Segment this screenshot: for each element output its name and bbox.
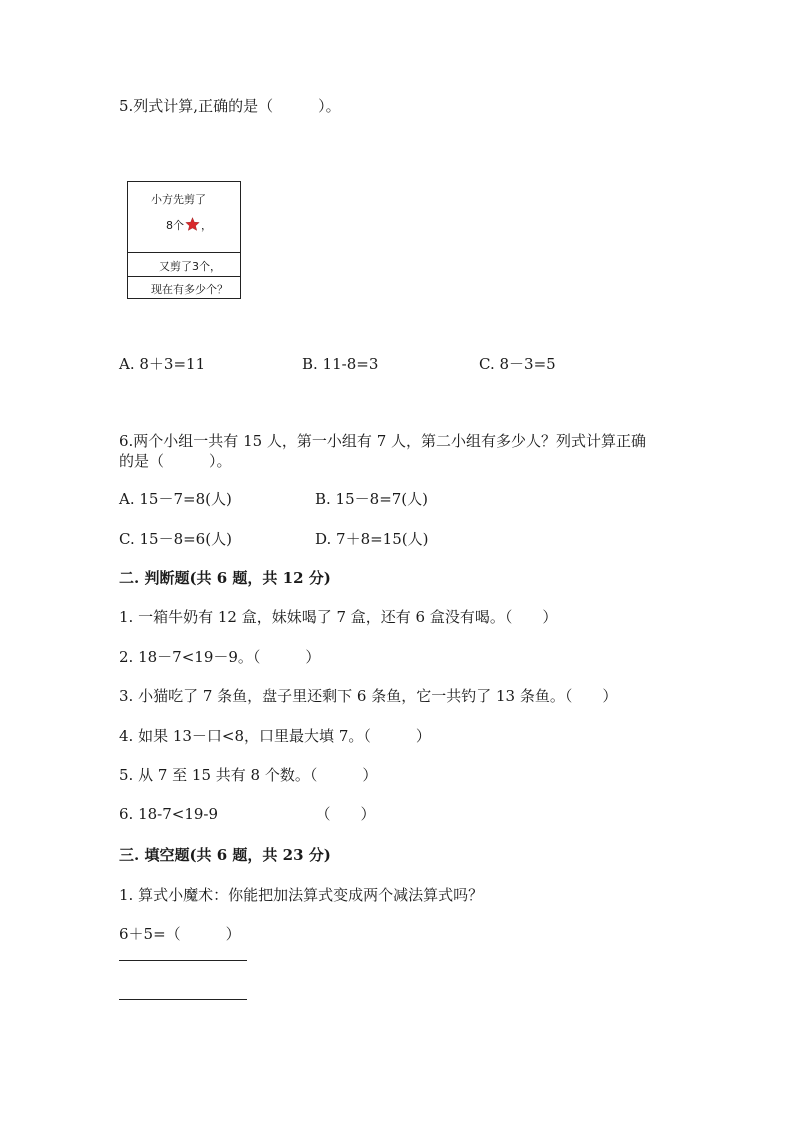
- answer-line-1: [119, 960, 247, 961]
- q6-option-b: B. 15－8=7(人): [315, 490, 429, 508]
- figure-section-3: [128, 277, 240, 299]
- q6-option-d: D. 7＋8=15(人): [315, 530, 429, 548]
- q5-stem: 5.列式计算,正确的是（ ）。: [119, 97, 341, 115]
- s2-item-4: 4. 如果 13－口<8，口里最大填 7。（ ）: [119, 727, 431, 745]
- section-2-title: 二. 判断题(共 6 题，共 12 分): [119, 569, 331, 587]
- answer-line-2: [119, 999, 247, 1000]
- s2-item-2: 2. 18－7<19－9。（ ）: [119, 648, 321, 666]
- figure-section-2: [128, 253, 240, 277]
- s2-item-6: 6. 18-7<19-9 （ ）: [119, 805, 376, 823]
- s2-item-5: 5. 从 7 至 15 共有 8 个数。（ ）: [119, 766, 378, 784]
- q5-option-b: B. 11-8=3: [302, 355, 379, 373]
- q5-option-c: C. 8－3=5: [479, 355, 556, 373]
- figure-line-1: 小方先剪了: [151, 193, 206, 206]
- q6-stem-line-2: 的是（ ）。: [119, 452, 232, 470]
- q5-option-a: A. 8＋3=11: [119, 355, 206, 373]
- figure-line-2-prefix: 8个: [166, 219, 184, 232]
- figure-line-2: [166, 217, 212, 233]
- figure-section-1: [128, 182, 240, 253]
- q5-figure: [127, 181, 241, 299]
- q6-stem-line-1: 6.两个小组一共有 15 人，第一小组有 7 人，第二小组有多少人？列式计算正确: [119, 432, 647, 450]
- section-3-title: 三. 填空题(共 6 题，共 23 分): [119, 846, 331, 864]
- s3-q1-stem: 1. 算式小魔术：你能把加法算式变成两个减法算式吗？: [119, 886, 484, 904]
- s3-q1-equation: 6＋5=（ ）: [119, 925, 241, 943]
- figure-line-3: 又剪了3个，: [159, 260, 221, 273]
- figure-line-4: 现在有多少个？: [151, 283, 228, 296]
- star-icon: [185, 217, 200, 231]
- s2-item-3: 3. 小猫吃了 7 条鱼，盘子里还剩下 6 条鱼，它一共钓了 13 条鱼。（ ）: [119, 687, 618, 705]
- q6-option-c: C. 15－8=6(人): [119, 530, 232, 548]
- q6-option-a: A. 15－7=8(人): [119, 490, 232, 508]
- figure-line-2-suffix: ，: [201, 219, 212, 232]
- s2-item-1: 1. 一箱牛奶有 12 盒，妹妹喝了 7 盒，还有 6 盒没有喝。（ ）: [119, 608, 558, 626]
